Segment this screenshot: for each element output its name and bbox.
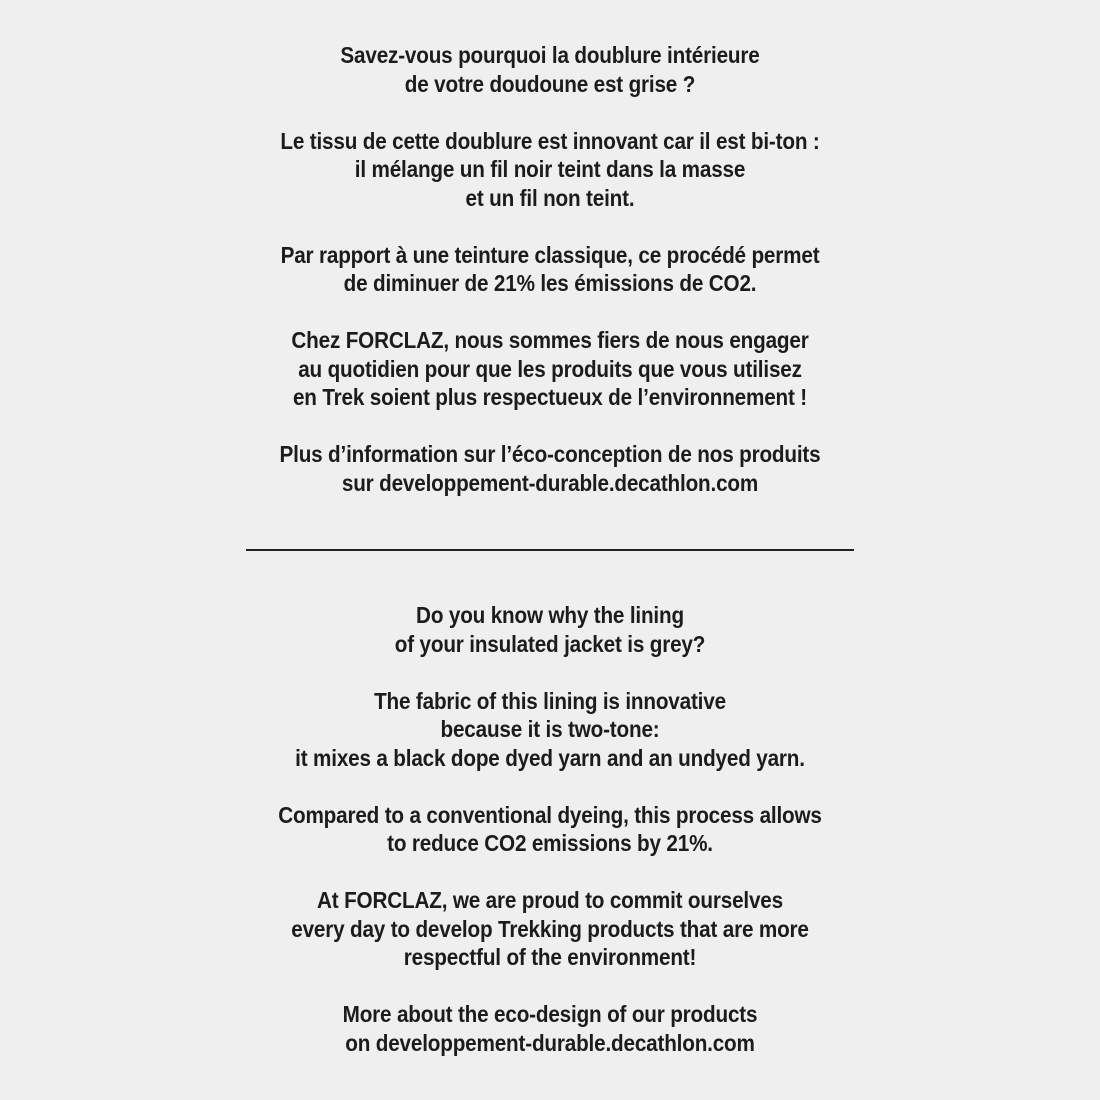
text-line: de diminuer de 21% les émissions de CO2. <box>343 270 757 296</box>
text-line: to reduce CO2 emissions by 21%. <box>387 830 713 856</box>
text-line: At FORCLAZ, we are proud to commit ourselves <box>317 887 783 913</box>
text-line: Le tissu de cette doublure est innovant car il est bi-ton : <box>280 127 820 154</box>
french-text-section <box>55 41 1045 497</box>
text-line: Par rapport à une teinture classique, ce procédé permet <box>280 241 820 268</box>
paragraph <box>55 886 1045 972</box>
text-line: Chez FORCLAZ, nous sommes fiers de nous engager <box>291 327 809 353</box>
paragraph <box>55 801 1045 858</box>
text-line: of your insulated jacket is grey? <box>394 630 706 657</box>
text-line: de votre doudoune est grise ? <box>404 70 696 97</box>
text-line: Plus d’information sur l’éco-conception de nos produits <box>279 441 821 467</box>
section-divider <box>246 549 854 551</box>
paragraph <box>55 326 1045 412</box>
text-line: The fabric of this lining is innovative <box>374 687 726 714</box>
paragraph <box>55 127 1045 213</box>
text-line: because it is two-tone: <box>440 716 660 742</box>
paragraph <box>55 601 1045 658</box>
text-line: il mélange un fil noir teint dans la masse <box>354 156 746 182</box>
text-line: Compared to a conventional dyeing, this process allows <box>278 801 822 828</box>
text-line: every day to develop Trekking products that are more <box>291 915 809 942</box>
text-line: sur developpement-durable.decathlon.com <box>341 469 759 496</box>
paragraph <box>55 1000 1045 1057</box>
paragraph <box>55 687 1045 773</box>
text-line: it mixes a black dope dyed yarn and an undyed yarn. <box>295 744 805 771</box>
paragraph <box>55 41 1045 98</box>
text-line: Do you know why the lining <box>416 602 684 628</box>
text-line: en Trek soient plus respectueux de l’environnement ! <box>292 384 808 410</box>
text-line: respectful of the environment! <box>403 944 697 970</box>
text-line: More about the eco-design of our products <box>342 1001 758 1027</box>
text-line: et un fil non teint. <box>465 184 635 211</box>
text-line: au quotidien pour que les produits que vous utilisez <box>298 355 802 382</box>
paragraph <box>55 440 1045 497</box>
paragraph <box>55 241 1045 298</box>
text-line: on developpement-durable.decathlon.com <box>345 1029 755 1056</box>
english-text-section <box>55 601 1045 1057</box>
text-line: Savez-vous pourquoi la doublure intérieure <box>340 42 760 68</box>
